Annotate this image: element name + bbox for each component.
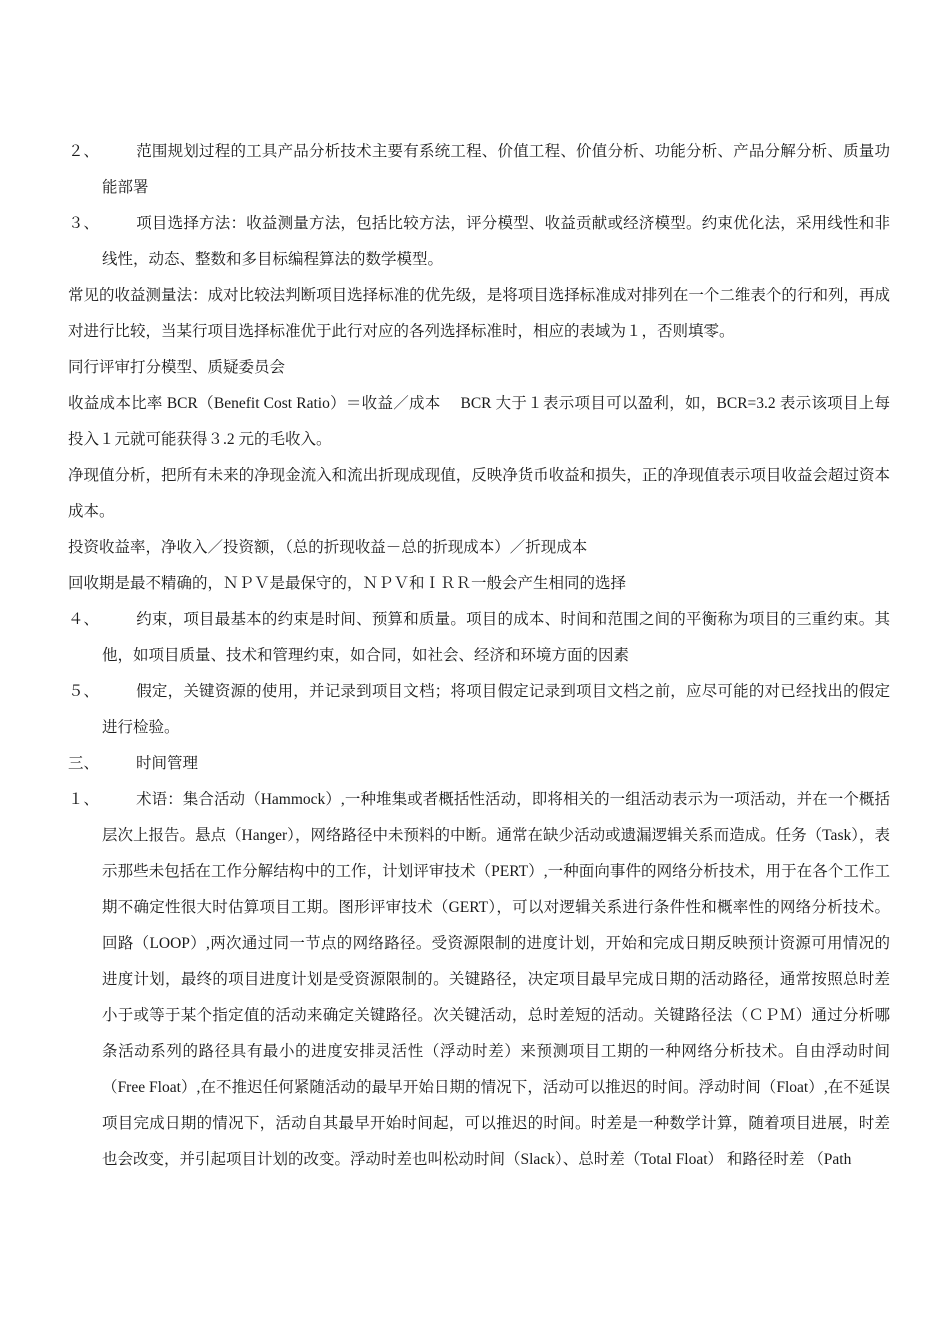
paragraph: 回收期是最不精确的，ＮＰＶ是最保守的，ＮＰＶ和ＩＲＲ一般会产生相同的选择 (68, 575, 627, 592)
list-item (68, 206, 890, 278)
list-item (68, 782, 890, 1178)
section-title: 时间管理 (136, 755, 199, 772)
list-item (68, 674, 890, 746)
paragraph: 投资收益率，净收入／投资额，（总的折现收益－总的折现成本）／折现成本 (68, 539, 588, 556)
list-item (68, 602, 890, 674)
item-number: ３、 (68, 215, 100, 232)
paragraph: 收益成本比率 BCR（Benefit Cost Ratio）＝收益／成本 BCR 大于１表示项目可以盈利，如，BCR=3.2 表示该项目上每投入１元就可能获得３.2 元的毛收入。 (68, 395, 890, 448)
item-number: １、 (68, 791, 100, 808)
item-number: ２、 (68, 143, 100, 160)
list-item (68, 134, 890, 206)
item-text: 约束，项目最基本的约束是时间、预算和质量。项目的成本、时间和范围之间的平衡称为项目的三重约束。其他，如项目质量、技术和管理约束，如合同，如社会、经济和环境方面的因素 (102, 611, 890, 664)
item-number: ４、 (68, 611, 100, 628)
paragraph: 同行评审打分模型、质疑委员会 (68, 359, 286, 376)
section-heading (68, 746, 890, 782)
item-text: 范围规划过程的工具产品分析技术主要有系统工程、价值工程、价值分析、功能分析、产品分解分析、质量功能部署 (102, 143, 890, 196)
section-number: 三、 (68, 755, 100, 772)
paragraph: 净现值分析，把所有未来的净现金流入和流出折现成现值，反映净货币收益和损失，正的净现值表示项目收益会超过资本成本。 (68, 467, 890, 520)
item-number: ５、 (68, 683, 100, 700)
item-text: 项目选择方法：收益测量方法，包括比较方法，评分模型、收益贡献或经济模型。约束优化法，采用线性和非线性，动态、整数和多目标编程算法的数学模型。 (102, 215, 890, 268)
item-text: 术语：集合活动（Hammock）,一种堆集或者概括性活动，即将相关的一组活动表示为一项活动，并在一个概括层次上报告。悬点（Hanger），网络路径中未预料的中断。通常在缺少活动或遗漏逻辑关系而造成。任务（Task），表示那些未包括在工作分解结构中的工作，计划评审技术（PERT）,一种面向事件的网络分析技术，用于在各个工作工期不确定性很大时估算项目工期。图形评审技术（GERT），可以对逻辑关系进行条件性和概率性的网络分析技术。回路（LOOP）,两次通过同一节点的网络路径。受资源限制的进度计划，开始和完成日期反映预计资源可用情况的进度计划，最终的项目进度计划是受资源限制的。关键路径，决定项目最早完成日期的活动路径，通常按照总时差小于或等于某个指定值的活动来确定关键路径。次关键活动，总时差短的活动。关键路径法（ＣＰＭ）通过分析哪条活动系列的路径具有最小的进度安排灵活性（浮动时差）来预测项目工期的一种网络分析技术。自由浮动时间（Free Float）,在不推迟任何紧随活动的最早开始日期的情况下，活动可以推迟的时间。浮动时间（Float）,在不延误项目完成日期的情况下，活动自其最早开始时间起，可以推迟的时间。时差是一种数学计算，随着项目进展，时差也会改变，并引起项目计划的改变。浮动时差也叫松动时间（Slack）、总时差（Total Float） 和路径时差 （Path (102, 791, 890, 1168)
paragraph: 常见的收益测量法：成对比较法判断项目选择标准的优先级，是将项目选择标准成对排列在一个二维表个的行和列，再成对进行比较，当某行项目选择标准优于此行对应的各列选择标准时，相应的表域为１，否则填零。 (68, 287, 890, 340)
item-text: 假定，关键资源的使用，并记录到项目文档；将项目假定记录到项目文档之前，应尽可能的对已经找出的假定进行检验。 (102, 683, 890, 736)
